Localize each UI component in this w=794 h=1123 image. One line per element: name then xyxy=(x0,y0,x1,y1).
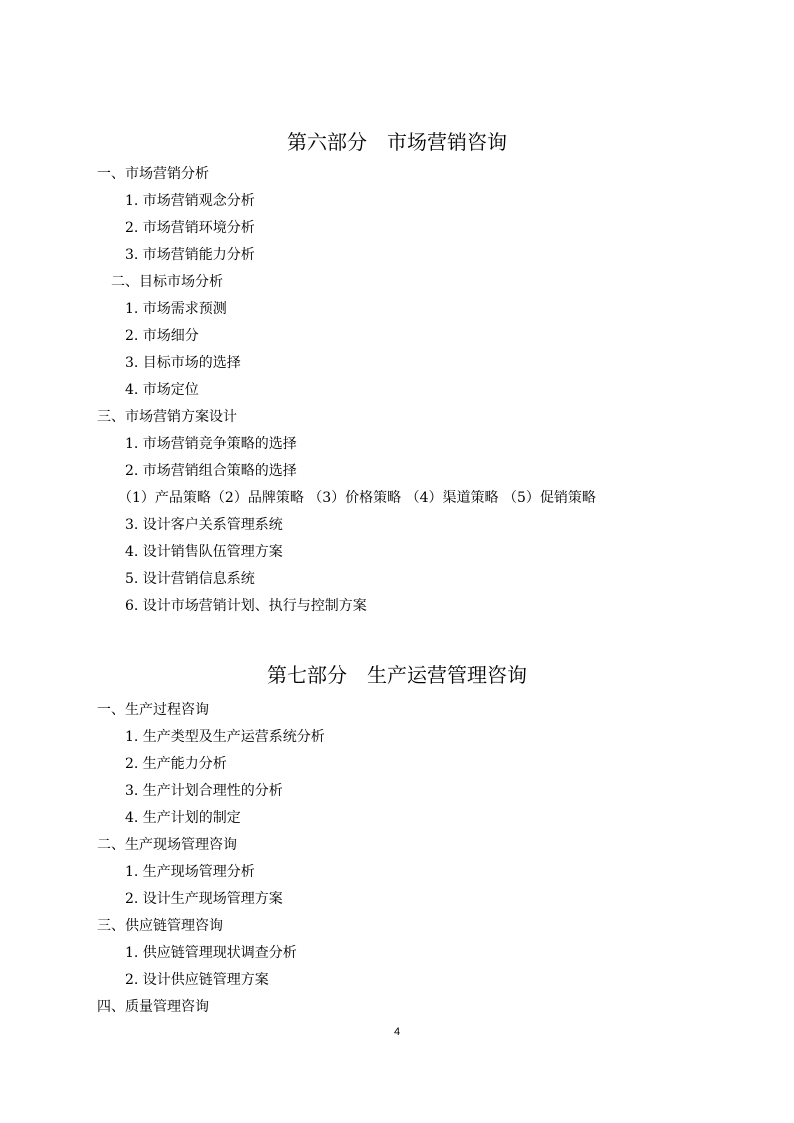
section-6-item: 3. 目标市场的选择 xyxy=(125,355,241,371)
section-6-item: 4. 市场定位 xyxy=(125,382,199,398)
section-7-title: 第七部分 生产运营管理咨询 xyxy=(267,663,527,687)
section-6-item: 3. 设计客户关系管理系统 xyxy=(125,517,283,533)
page-number: 4 xyxy=(393,1026,401,1038)
section-6-item: 2. 市场营销环境分析 xyxy=(125,220,255,236)
section-6-item: 3. 市场营销能力分析 xyxy=(125,247,255,263)
section-6-item: 6. 设计市场营销计划、执行与控制方案 xyxy=(125,598,367,614)
section-7-item: 1. 生产现场管理分析 xyxy=(125,864,255,880)
section-6-title: 第六部分 市场营销咨询 xyxy=(287,130,507,154)
section-7-item: 3. 生产计划合理性的分析 xyxy=(125,783,283,799)
section-6-item: 2. 市场细分 xyxy=(125,328,199,344)
section-7-item: 4. 生产计划的制定 xyxy=(125,810,241,826)
section-6-item: 4. 设计销售队伍管理方案 xyxy=(125,544,283,560)
section-6-heading-1: 一、市场营销分析 xyxy=(97,166,209,182)
section-6-item: 1. 市场需求预测 xyxy=(125,301,227,317)
section-7-item: 2. 生产能力分析 xyxy=(125,756,227,772)
section-7-heading-2: 二、生产现场管理咨询 xyxy=(97,837,237,853)
section-6-heading-3: 三、市场营销方案设计 xyxy=(97,409,237,425)
section-6-heading-2: 二、目标市场分析 xyxy=(111,274,223,290)
section-7-heading-1: 一、生产过程咨询 xyxy=(97,702,209,718)
section-6-item: 1. 市场营销竞争策略的选择 xyxy=(125,436,297,452)
section-7-item: 2. 设计供应链管理方案 xyxy=(125,972,269,988)
section-7-item: 1. 供应链管理现状调查分析 xyxy=(125,945,297,961)
section-7-heading-3: 三、供应链管理咨询 xyxy=(97,918,223,934)
section-6-item: 2. 市场营销组合策略的选择 xyxy=(125,463,297,479)
section-6-strategy-list: （1）产品策略（2）品牌策略 （3）价格策略 （4）渠道策略 （5）促销策略 xyxy=(118,490,596,506)
section-7-item: 1. 生产类型及生产运营系统分析 xyxy=(125,729,325,745)
section-7-item: 2. 设计生产现场管理方案 xyxy=(125,891,283,907)
section-7-heading-4: 四、质量管理咨询 xyxy=(97,999,209,1015)
section-6-item: 5. 设计营销信息系统 xyxy=(125,571,255,587)
section-6-item: 1. 市场营销观念分析 xyxy=(125,193,255,209)
